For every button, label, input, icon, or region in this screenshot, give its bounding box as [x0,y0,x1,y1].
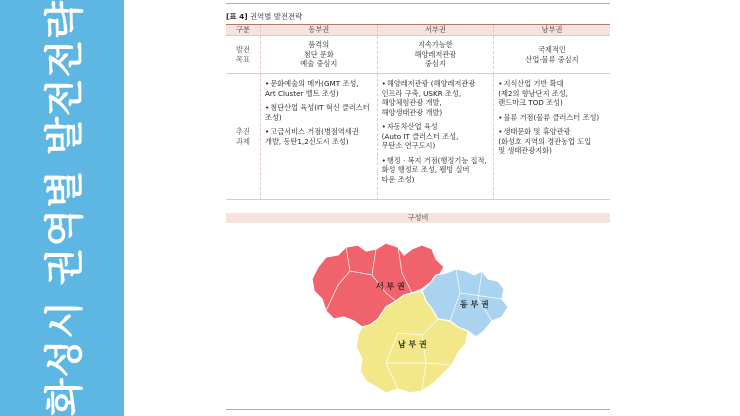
goal-south-text: 국제적인 산업·물류 중심지 [525,45,579,64]
task-text: 지식산업 기반 확대 (제2의 향남단지 조성, 랜드마크 TOD 조성) [498,79,568,107]
bottom-rule [226,409,610,410]
strategy-table [226,24,610,200]
west-label: 서 부 권 [376,282,405,291]
goal-label-text: 발전 목표 [236,45,250,64]
goal-east [260,36,377,74]
region-map [226,223,610,408]
task-item: •첨단산업 육성(IT 혁신 클러스터 조성) [265,103,370,122]
task-item: •고급서비스 거점(병점역세권 개발, 동탄1,2신도시 조성) [265,127,359,146]
goal-west [377,36,494,74]
task-text: 행정 · 복지 거점(행정기능 집적, 화성 행정로 조성, 웰빙 실버 타운 조성) [381,155,487,184]
side-title: 화성시 권역별 발전전략 [43,0,88,416]
task-text: 문화예술의 메카(GMT 조성, Art Cluster 벨트 조성) [265,79,359,98]
table-header-row [226,25,610,36]
header-label: 구분 [226,25,260,36]
table-caption-number: [표 4] [226,12,248,21]
task-item: •자동차산업 육성 (Auto IT 클러스터 조성, 무탄소 연구도시) [381,122,459,150]
tasks-east [260,74,377,200]
task-item: •행정 · 복지 거점(행정기능 집적, 화성 행정로 조성, 웰빙 실버 타운 조성) [381,155,487,184]
tasks-row [226,74,610,200]
region-map-svg [226,223,610,408]
goal-label [226,36,260,74]
header-east: 동부권 [260,25,377,36]
tasks-south [493,74,610,200]
goal-east-text: 품격의 첨단 문화 예술 중심지 [300,40,338,69]
task-item: •생태문화 및 휴양관광 (화성호 지역의 경관농업 도입 및 생태관광지화) [498,127,592,155]
document-page [226,0,610,416]
header-south: 남부권 [493,25,610,36]
task-text: 해양레저관광 (해양레저관광 인프라 구축, USKR 조성, 해양체험관광 개발, 해양생태관광 개발) [381,79,476,117]
goal-south [493,36,610,74]
east-label: 동 부 권 [460,300,489,309]
task-item: •문화예술의 메카(GMT 조성, Art Cluster 벨트 조성) [265,79,359,98]
task-text: 물류 거점(물류 클러스터 조성) [503,112,600,122]
task-text: 고급서비스 거점(병점역세권 개발, 동탄1,2신도시 조성) [265,127,359,146]
goal-west-text: 지속가능한 해양레저관광 중심지 [414,40,457,69]
task-item: •해양레저관광 (해양레저관광 인프라 구축, USKR 조성, 해양체험관광 개발, 해양생태관광 개발) [381,79,476,117]
table-caption-text: 권역별 발전전략 [249,12,303,21]
top-rule [226,3,610,4]
tasks-label [226,74,260,200]
side-banner [0,0,124,416]
task-text: 자동차산업 육성 (Auto IT 클러스터 조성, 무탄소 연구도시) [381,122,459,150]
tasks-west [377,74,494,200]
header-west: 서부권 [377,25,494,36]
table-caption [226,12,302,22]
task-item: •지식산업 기반 확대 (제2의 향남단지 조성, 랜드마크 TOD 조성) [498,79,568,107]
composition-band: 구성비 [226,213,610,223]
goal-row [226,36,610,74]
task-item: •물류 거점(물류 클러스터 조성) [498,112,600,122]
task-text: 첨단산업 육성(IT 혁신 클러스터 조성) [265,103,370,122]
task-text: 생태문화 및 휴양관광 (화성호 지역의 경관농업 도입 및 생태관광지화) [498,127,592,155]
south-label: 남 부 권 [398,340,427,349]
tasks-label-text: 추진 과제 [236,127,250,146]
